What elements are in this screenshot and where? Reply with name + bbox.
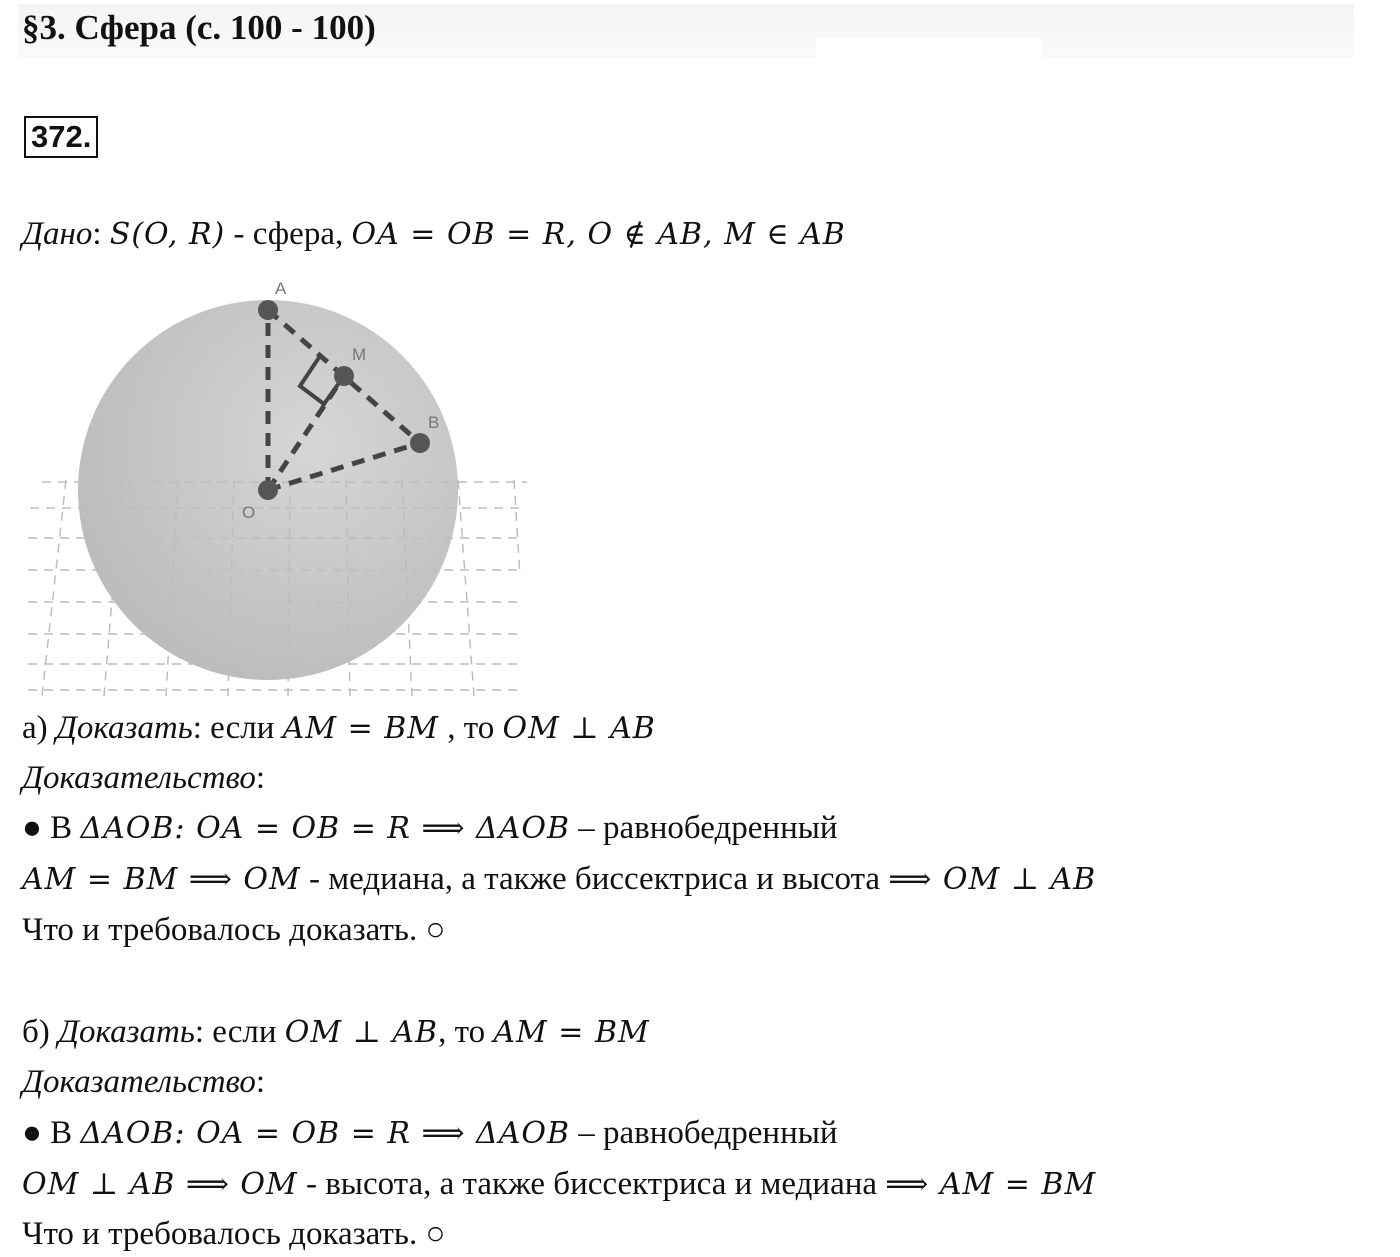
part-a-step1-math: ΔAOB: OA = OB = R ⟹ ΔAOB bbox=[80, 811, 571, 846]
given-math-conditions: OA = OB = R, O ∉ AB, M ∈ AB bbox=[351, 217, 846, 252]
part-b-then-math: AM = BM bbox=[493, 1015, 650, 1050]
part-b-prove-label: Доказать bbox=[58, 1014, 195, 1050]
point-o bbox=[258, 480, 278, 500]
given-label: Дано bbox=[22, 216, 93, 252]
part-b-conclusion: Что и требовалось доказать. ○ bbox=[22, 1216, 446, 1252]
part-b-step1-math: ΔAOB: OA = OB = R ⟹ ΔAOB bbox=[80, 1116, 571, 1151]
part-a-if-text: если bbox=[210, 710, 283, 746]
part-b-step2-text: - высота, а также биссектриса и медиана bbox=[297, 1166, 886, 1202]
given-line bbox=[22, 214, 846, 255]
part-a-then-math: OM ⊥ AB bbox=[502, 711, 656, 746]
sphere-figure bbox=[22, 276, 532, 701]
part-b-then-text: , то bbox=[438, 1014, 494, 1050]
given-sep: : bbox=[92, 216, 102, 252]
given-math-sphere: S(O, R) bbox=[109, 217, 226, 252]
part-a-step2-text: - медиана, а также биссектриса и высота bbox=[300, 861, 889, 897]
point-a bbox=[258, 300, 278, 320]
problem-number: 372. bbox=[24, 116, 98, 158]
part-a-statement bbox=[22, 708, 656, 749]
part-b-if-text: если bbox=[212, 1014, 285, 1050]
part-a-proof-sep: : bbox=[255, 760, 266, 796]
part-a-step2-math-2: ⟹ OM ⊥ AB bbox=[888, 862, 1097, 897]
part-b-step1-text: – равнобедренный bbox=[570, 1115, 838, 1151]
part-b-proof-heading bbox=[22, 1062, 265, 1102]
part-a-step2-math-1: AM = BM ⟹ OM bbox=[22, 862, 301, 897]
label-b: B bbox=[428, 413, 440, 432]
part-a-proof-label: Доказательство bbox=[22, 760, 256, 796]
part-a-proof-heading bbox=[22, 758, 265, 798]
label-m: M bbox=[352, 345, 367, 364]
given-text: - сфера, bbox=[225, 216, 352, 252]
part-b-step2-math-1: OM ⊥ AB ⟹ OM bbox=[22, 1167, 298, 1202]
part-a-step1-text: – равнобедренный bbox=[570, 810, 838, 846]
part-a-then-text: , то bbox=[439, 710, 503, 746]
part-a-if-math: AM = BM bbox=[282, 711, 440, 746]
part-b-step2-math-2: ⟹ AM = BM bbox=[885, 1167, 1097, 1202]
part-a-step-2 bbox=[22, 859, 1096, 900]
part-b-step-2 bbox=[22, 1164, 1096, 1205]
part-b-prefix: б) bbox=[22, 1014, 59, 1050]
part-b-step-1 bbox=[22, 1113, 838, 1154]
part-a-prefix: а) bbox=[22, 710, 56, 746]
part-a-prove-label: Доказать bbox=[55, 710, 193, 746]
section-title: §3. Сфера (с. 100 - 100) bbox=[22, 8, 376, 47]
part-b-step1-bullet: ● В bbox=[22, 1115, 81, 1151]
label-a: A bbox=[275, 279, 287, 298]
part-a-step1-bullet: ● В bbox=[22, 810, 81, 846]
point-m bbox=[334, 366, 354, 386]
part-b-prove-sep: : bbox=[194, 1014, 213, 1050]
point-b bbox=[410, 433, 430, 453]
part-b-proof-sep: : bbox=[255, 1064, 266, 1100]
part-b-statement bbox=[22, 1012, 650, 1053]
part-a-step-1 bbox=[22, 808, 838, 849]
part-a-prove-sep: : bbox=[192, 710, 211, 746]
part-a-conclusion: Что и требовалось доказать. ○ bbox=[22, 912, 446, 948]
label-o: O bbox=[242, 503, 256, 522]
part-b-if-math: OM ⊥ AB bbox=[284, 1015, 439, 1050]
part-b-proof-label: Доказательство bbox=[22, 1064, 256, 1100]
header-highlight bbox=[816, 38, 1041, 60]
